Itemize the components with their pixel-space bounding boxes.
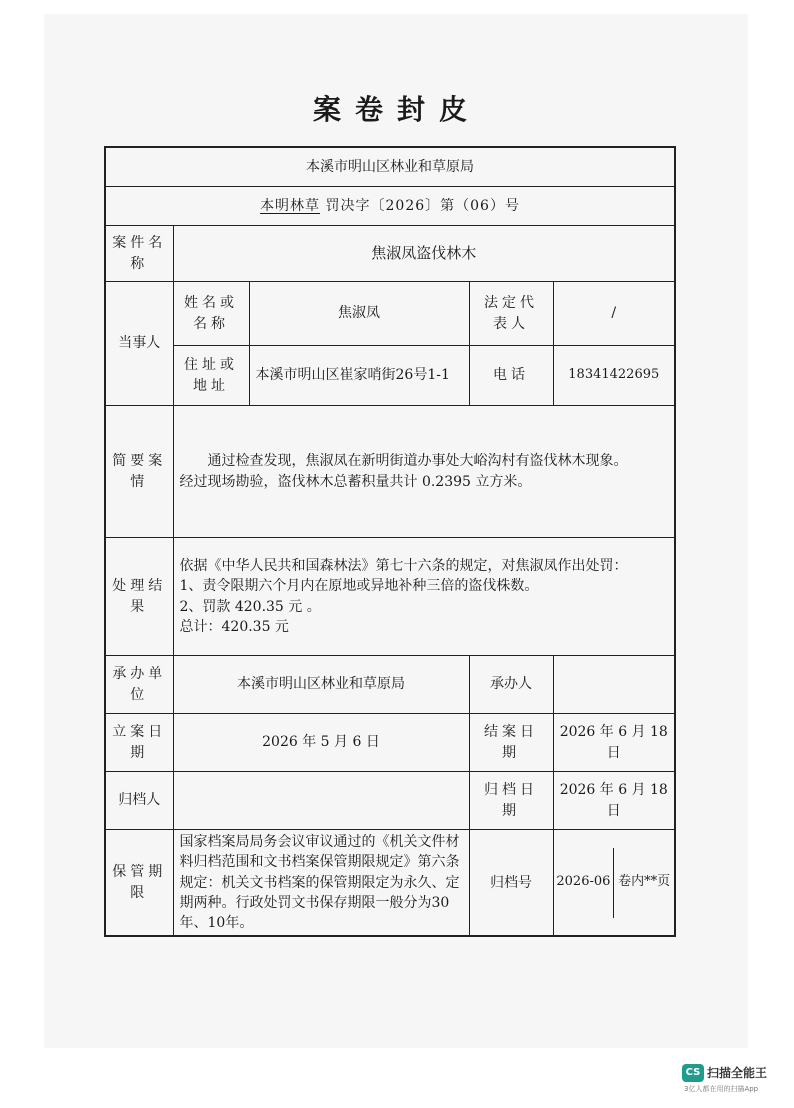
filing-date-label: 立案日期 bbox=[105, 714, 173, 772]
legal-rep-label: 法定代表人 bbox=[469, 282, 553, 346]
summary-line-2: 经过现场勘验，盗伐林木总蓄积量共计 0.2395 立方米。 bbox=[179, 473, 532, 490]
handling-row bbox=[105, 656, 675, 714]
handling-unit-value: 本溪市明山区林业和草原局 bbox=[173, 656, 469, 714]
case-cover-form bbox=[104, 146, 676, 937]
volume-pages-value: 卷内**页 bbox=[618, 874, 671, 890]
name-or-title-label: 姓名或名称 bbox=[173, 282, 249, 346]
retention-note: 国家档案局局务会议审议通过的《机关文件材料归档范围和文书档案保管期限规定》第六条规定：机关文书档案的保管期限定为永久、定期两种。行政处罚文书保存期限一般分为30年、10年。 bbox=[173, 830, 469, 937]
party-name-value: 焦淑凤 bbox=[249, 282, 469, 346]
summary-text bbox=[173, 406, 675, 538]
result-label: 处理结果 bbox=[105, 538, 173, 656]
legal-rep-value: / bbox=[553, 282, 675, 346]
result-text bbox=[173, 538, 675, 656]
archive-no-label: 归档号 bbox=[469, 830, 553, 937]
retention-label: 保管期限 bbox=[105, 830, 173, 937]
archive-date-value: 2026 年 6 月 18 日 bbox=[553, 772, 675, 830]
summary-label: 简要案情 bbox=[105, 406, 173, 538]
handler-label: 承办人 bbox=[469, 656, 553, 714]
organization-name: 本溪市明山区林业和草原局 bbox=[105, 147, 675, 187]
closing-date-label: 结案日期 bbox=[469, 714, 553, 772]
archive-date-label: 归档日期 bbox=[469, 772, 553, 830]
handler-value bbox=[553, 656, 675, 714]
archiver-label: 归档人 bbox=[105, 772, 173, 830]
page-title: 案卷封皮 bbox=[312, 93, 481, 126]
party-label: 当事人 bbox=[105, 282, 173, 406]
archive-row bbox=[105, 772, 675, 830]
phone-value: 18341422695 bbox=[553, 346, 675, 406]
scanner-app-tagline: 3亿人都在用的扫描App bbox=[684, 1085, 759, 1093]
result-line-2: 1、责令限期六个月内在原地或异地补种三倍的盗伐株数。 bbox=[179, 578, 539, 595]
address-label: 住址或地址 bbox=[173, 346, 249, 406]
document-number-rest: 罚决字〔2026〕第（06）号 bbox=[320, 197, 520, 214]
cs-logo-icon: CS bbox=[682, 1064, 704, 1082]
party-name-row bbox=[105, 282, 675, 346]
organization-row bbox=[105, 147, 675, 187]
summary-row bbox=[105, 406, 675, 538]
archive-no-value: 2026-06 bbox=[556, 874, 611, 890]
retention-row bbox=[105, 830, 675, 937]
scanner-app-name: 扫描全能王 bbox=[707, 1066, 768, 1080]
filing-date-value: 2026 年 5 月 6 日 bbox=[173, 714, 469, 772]
address-value: 本溪市明山区崔家哨街26号1-1 bbox=[249, 346, 469, 406]
case-name-row bbox=[105, 226, 675, 282]
archiver-value bbox=[173, 772, 469, 830]
document-number-row bbox=[105, 187, 675, 226]
handling-unit-label: 承办单位 bbox=[105, 656, 173, 714]
document-number bbox=[105, 187, 675, 226]
case-name-label: 案件名称 bbox=[105, 226, 173, 282]
document-number-prefix: 本明林草 bbox=[260, 197, 321, 214]
scanner-app-logo bbox=[682, 1064, 782, 1094]
address-row bbox=[105, 346, 675, 406]
summary-line-1: 通过检查发现，焦淑凤在新明街道办事处大峪沟村有盗伐林木现象。 bbox=[207, 453, 628, 470]
case-name-value: 焦淑凤盗伐林木 bbox=[173, 226, 675, 282]
archive-no-cell bbox=[553, 830, 675, 937]
phone-label: 电话 bbox=[469, 346, 553, 406]
result-line-1: 依据《中华人民共和国森林法》第七十六条的规定，对焦淑凤作出处罚： bbox=[179, 557, 628, 574]
result-line-4: 总计：420.35 元 bbox=[179, 618, 289, 635]
result-line-3: 2、罚款 420.35 元 。 bbox=[179, 598, 321, 615]
dates-row bbox=[105, 714, 675, 772]
result-row bbox=[105, 538, 675, 656]
closing-date-value: 2026 年 6 月 18 日 bbox=[553, 714, 675, 772]
